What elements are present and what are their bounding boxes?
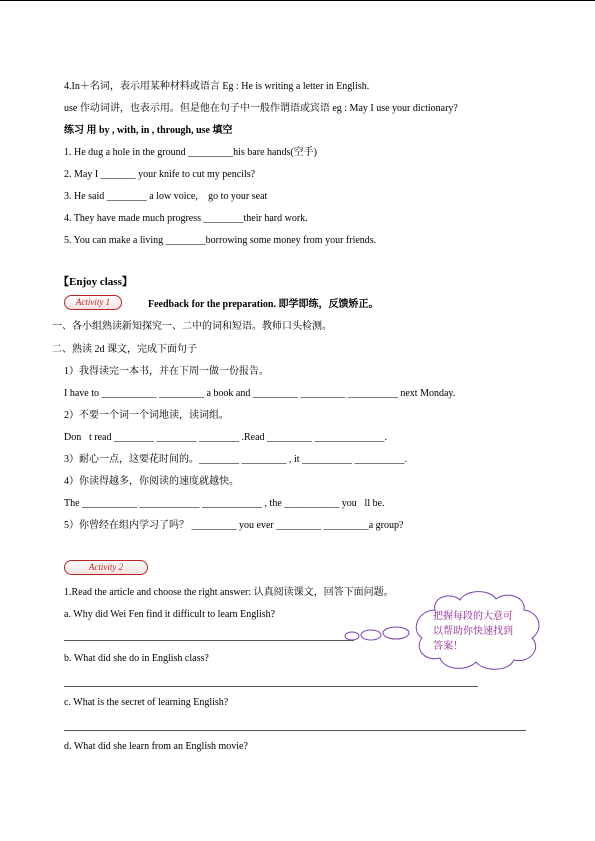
question-d: d. What did she learn from an English movie?	[64, 741, 248, 752]
tip-thought-cloud	[340, 590, 555, 670]
sentence-4-chinese: 4）你读得越多，你阅读的速度就越快。	[64, 476, 239, 487]
activity-1-badge: Activity 1	[64, 295, 122, 310]
sentence-2-english: Don t read ________ ________ ________ .Read _________ ______________.	[64, 432, 388, 443]
practice-title: 练习 用 by , with, in , through, use 填空	[64, 125, 233, 136]
activity-1-item-1: 一、各小组熟读新知探究一、二中的词和短语。教师口头检测。	[52, 321, 332, 332]
practice-item-4: 4. They have made much progress ________their hard work.	[64, 213, 308, 224]
sentence-4-english: The ___________ ____________ ____________ , the ___________ you ll be.	[64, 498, 385, 509]
sentence-1-chinese: 1）我得读完一本书，并在下周一做一份报告。	[64, 366, 269, 377]
answer-line-c	[64, 730, 526, 731]
question-c: c. What is the secret of learning English?	[64, 697, 229, 708]
practice-item-2: 2. May I _______ your knife to cut my pencils?	[64, 169, 256, 180]
enjoy-class-title: 【Enjoy class】	[58, 276, 133, 288]
activity-2-badge: Activity 2	[64, 560, 148, 575]
sentence-2-chinese: 2）不要一个词一个词地读，读词组。	[64, 410, 229, 421]
activity-1-heading: Feedback for the preparation. 即学即练，反馈矫正。	[148, 299, 379, 310]
use-usage-rule: use 作动词讲，也表示用。但是他在句子中一般作谓语或宾语 eg : May I use your dictionary?	[64, 103, 458, 114]
sentence-1-english: I have to ___________ _________ a book and _________ _________ __________ next Monday.	[64, 388, 456, 399]
practice-item-5: 5. You can make a living ________borrowing some money from your friends.	[64, 235, 377, 246]
practice-item-1: 1. He dug a hole in the ground _________his bare hands(空手)	[64, 147, 318, 158]
practice-item-3: 3. He said ________ a low voice,  go to your seat 	[64, 191, 276, 202]
answer-line-b	[64, 686, 478, 687]
top-border-line	[0, 0, 595, 1]
sentence-3: 3）耐心一点，这要花时间的。________ _________ , it __________ __________.	[64, 454, 408, 465]
question-b: b. What did she do in English class?	[64, 653, 209, 664]
sentence-5: 5）你曾经在组内学习了吗？ _________ you ever _________ _________a group?	[64, 520, 404, 531]
question-a: a. Why did Wei Fen find it difficult to learn English?	[64, 609, 276, 620]
tip-cloud-text: 把握每段的大意可以帮助你快速找到答案！	[433, 611, 513, 652]
activity-1-item-2: 二、熟读 2d 课文，完成下面句子	[52, 344, 197, 355]
in-usage-rule: 4.In＋名词，表示用某种材料或语言 Eg : He is writing a letter in English.	[64, 81, 370, 92]
answer-line-a	[64, 640, 354, 641]
activity-2-instruction: 1.Read the article and choose the right answer: 认真阅读课文，回答下面问题。	[64, 587, 394, 598]
